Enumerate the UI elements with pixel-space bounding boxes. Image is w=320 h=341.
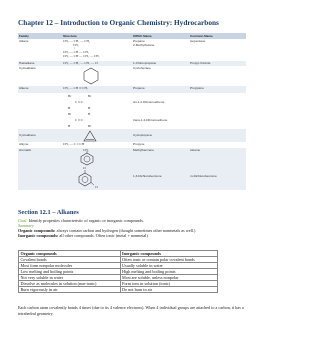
header-family: Family [19, 34, 29, 38]
header-common: Common Name [190, 34, 213, 38]
compare-cell: Dissolve as molecules in solution (non-ionic) [19, 281, 121, 287]
structure-atom: H [88, 106, 91, 110]
structure-line: CH₃ — CH — CH₃ [63, 50, 89, 54]
compare-cell: Burn vigorously in air [19, 287, 121, 293]
compare-cell: Usually soluble in water [120, 263, 218, 269]
common-cell: Propylene [190, 86, 204, 90]
family-cell: Haloalkane [19, 61, 35, 65]
inorganic-def [18, 233, 148, 238]
cyclohexane-structure [62, 66, 132, 86]
structure-line: CH₃ — CH₂ — CH₃ [63, 39, 91, 43]
iupac-cell: Cyclopropene [133, 133, 153, 137]
dichlorobenzene-structure [62, 166, 132, 190]
trans-structure [62, 111, 132, 129]
family-cell: Alkyne [19, 142, 29, 146]
header-structure: Structure [63, 34, 77, 38]
common-cell: Propyl chloride [190, 61, 211, 65]
common-cell [189, 39, 246, 43]
common-cell: m-Dichlorobenzene [190, 174, 217, 178]
table-row [19, 287, 218, 293]
structure-atom: CH₃ [83, 148, 89, 152]
iupac-cell: Propene [133, 86, 145, 90]
structure-bond: C ═ C [75, 100, 84, 104]
compare-cell: Form ions in solution (ionic) [120, 281, 218, 287]
structure-atom: Cl [95, 185, 99, 189]
table-row [18, 148, 246, 166]
iupac-cell: Cyclohexane [133, 66, 151, 70]
goal-label: Goal: [18, 218, 28, 223]
structure-bond: C ═ C [75, 118, 84, 122]
structure-cell: CH₃ — C ≡ CH [63, 142, 84, 146]
structure-atom: Cl [83, 166, 87, 170]
compare-cell: Do not burn in air [120, 287, 218, 293]
compare-cell: High melting and boiling points [120, 269, 218, 275]
structure-atom: H [68, 124, 71, 128]
common-name: Isopentane [190, 39, 206, 43]
goal-line [18, 218, 144, 223]
table-row [18, 111, 246, 129]
table-row [18, 86, 246, 93]
structure-line: CH₃ [73, 43, 79, 47]
iupac-cell: Propyne [133, 142, 145, 146]
iupac-name: 2-Methylbutane [133, 43, 155, 47]
family-cell: Alkane [19, 39, 29, 43]
cis-structure [62, 93, 132, 111]
compare-cell: Most are soluble, unless nonpolar [120, 275, 218, 281]
table-row [18, 166, 246, 190]
compare-cell: Often ionic or contain polar covalent bonds [120, 257, 218, 263]
common-cell: toluene [190, 148, 201, 152]
compare-table [18, 250, 218, 293]
family-cell: Aromatic [19, 148, 32, 152]
structure-cell: CH₃ — CH₂ — CH₂ — Cl [63, 61, 99, 65]
iupac-cell: Methylbenzene [133, 148, 154, 152]
iupac-name: Propane [133, 39, 145, 43]
header-iupac: IUPAC Name [133, 34, 152, 38]
iupac-cell: cis-1,2-Dibromoethene [133, 100, 165, 104]
tetrahedral-paragraph: Each carbon atom covalently bonds 4 times (due to its 4 valence electrons). When 4 individual groups are attached to a carbon, it has a tetrahedral geometry. [18, 305, 244, 316]
compare-header: Organic compounds [19, 251, 121, 257]
structure-cell: CH₃ — CH₂ — CH₃ CH₃ | CH₃ — CH — CH₃ CH₃ — CH — CH₂ — CH₃ [62, 39, 132, 58]
iupac-cell [132, 39, 189, 47]
structure-cell: CH₃ — CH ═ CH₂ [63, 86, 88, 90]
summary-label: Summary [18, 223, 34, 228]
table-row [18, 93, 246, 111]
structure-atom: Br [68, 112, 72, 116]
organic-text: always contain carbon and hydrogen (thought sometimes other nonmetals as well.) [56, 228, 196, 233]
structure-atom: Br [88, 94, 92, 98]
iupac-cell: 1,3-Dichlorobenzene [133, 174, 162, 178]
structure-atom: Br [88, 124, 92, 128]
chapter-title: Chapter 12 – Introduction to Organic Chemistry: Hydrocarbons [18, 18, 219, 27]
iupac-cell: 1-Chloropropane [133, 61, 157, 65]
family-cell: Cycloalkene [19, 133, 36, 137]
organic-label: Organic compounds: [18, 228, 56, 233]
structure-atom: H [88, 112, 91, 116]
toluene-structure [62, 148, 132, 166]
family-cell: Alkene [19, 86, 29, 90]
structure-line: CH₃ — CH — CH₂ — CH₃ [63, 54, 100, 58]
compare-cell: Covalent bonds [19, 257, 121, 263]
cyclopropene-structure [62, 129, 132, 143]
family-cell: Cycloalkane [19, 66, 36, 70]
goal-text: Identify properties characteristic of organic or inorganic compounds. [28, 218, 145, 223]
compare-header: Inorganic compounds [120, 251, 218, 257]
structure-atom: H [68, 106, 71, 110]
table-row [18, 66, 246, 86]
table-row [18, 129, 246, 142]
structure-atom: Br [68, 94, 72, 98]
compare-cell: Low melting and boiling points [19, 269, 121, 275]
inorganic-text: all other compounds. Often ionic (metal + nonmetal) [59, 233, 148, 238]
table-row [18, 39, 246, 61]
section-title: Section 12.1 – Alkanes [18, 209, 79, 216]
compare-cell: Not very soluble in water [19, 275, 121, 281]
inorganic-label: Inorganic compounds: [18, 233, 59, 238]
compare-cell: Most form nonpolar molecules [19, 263, 121, 269]
hydrocarbon-families-table [18, 33, 246, 190]
iupac-cell: trans-1,2-Dibromoethene [133, 118, 168, 122]
